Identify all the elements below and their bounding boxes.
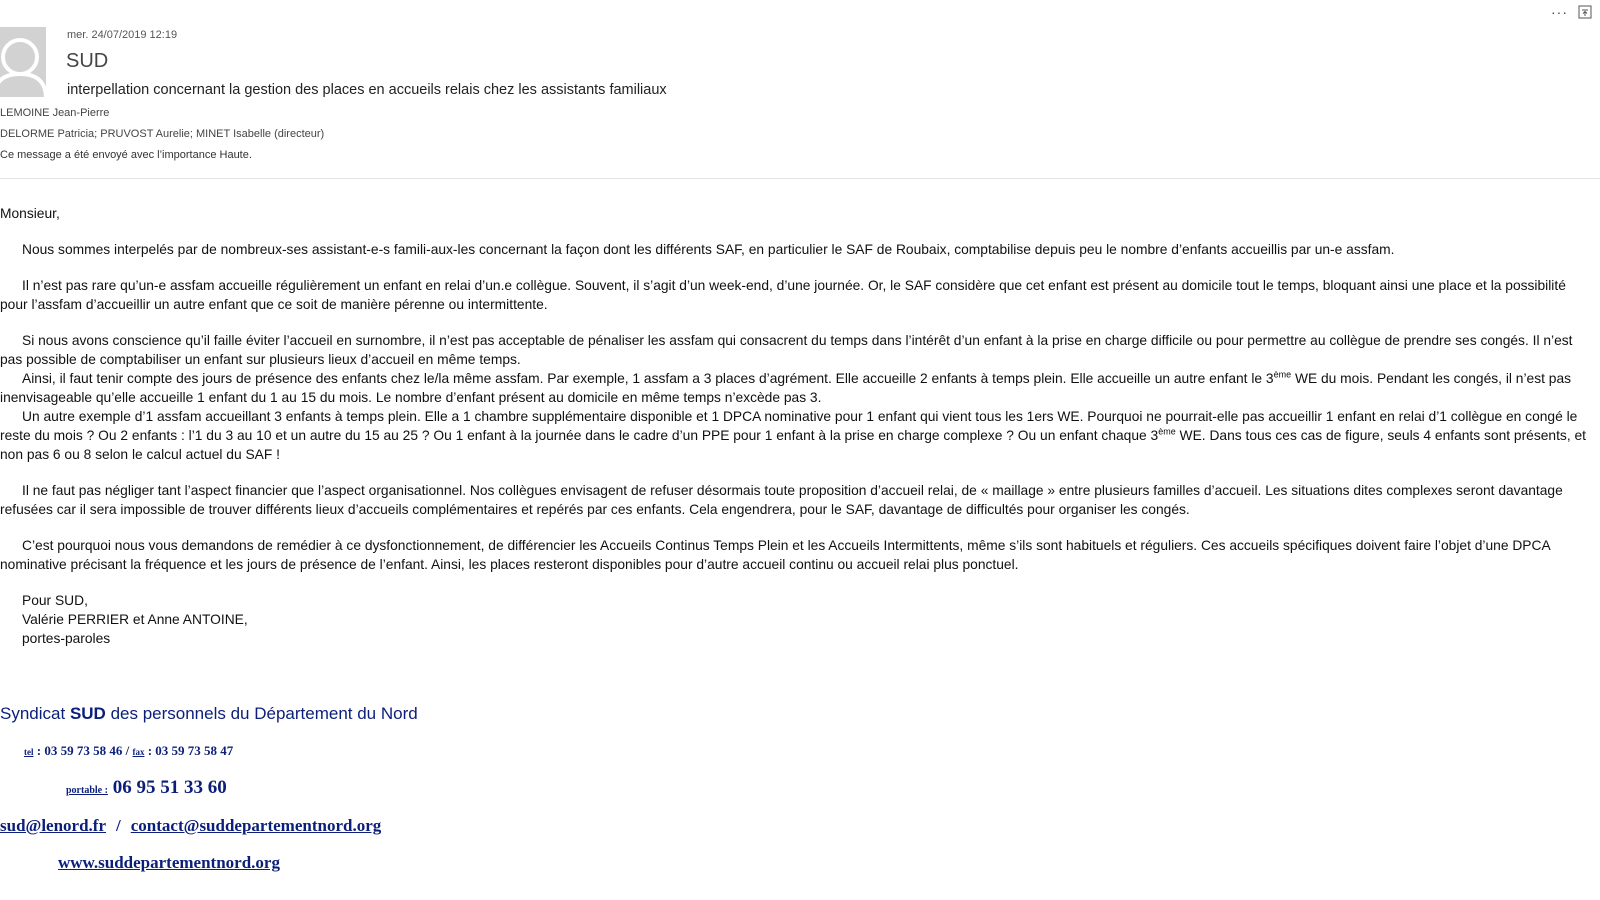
phone-fax-line: tel : 03 59 73 58 46 / fax : 03 59 73 58 47 (24, 743, 234, 758)
paragraph-6: Il ne faut pas négliger tant l’aspect financier que l’aspect organisationnel. Nos collègues envisagent de refuser désormais toute proposition d’accueil relai, de « maillage » entre plusieurs familles d’accueil. Les situations dites complexes seront davantage refusées car il sera impossible de trouver différents lieux d’accueils complémentaires et repérés par ces enfants. Cela engendrera, pour le SAF, davantage de difficultés pour organiser les congés. (0, 483, 1563, 517)
person-icon (0, 27, 46, 99)
mobile-line: portable : 06 95 51 33 60 (66, 777, 227, 798)
greeting: Monsieur, (0, 206, 60, 221)
signature-line-3: portes-paroles (22, 631, 111, 646)
email-links: sud@lenord.fr / contact@suddepartementnord.org (0, 816, 382, 835)
message-date: mer. 24/07/2019 12:19 (67, 29, 178, 41)
message-actions (1551, 4, 1592, 20)
email-link-contact[interactable]: contact@suddepartementnord.org (130, 816, 382, 835)
more-options-icon[interactable]: ··· (1551, 4, 1568, 20)
message-body (0, 204, 1592, 648)
sender-avatar[interactable] (0, 27, 46, 99)
signature-line-1: Pour SUD, (22, 593, 88, 608)
website-link[interactable]: www.suddepartementnord.org (58, 853, 280, 872)
website-line (58, 853, 280, 873)
pop-out-icon[interactable] (1578, 5, 1592, 19)
paragraph-1: Nous sommes interpelés par de nombreux-ses assistant-e-s famili-aux-les concernant la façon dont les différents SAF, en particulier le SAF de Roubaix, comptabilise depuis peu le nombre d’enfants accueillis par un-e assfam. (22, 242, 1395, 257)
syndicat-name: Syndicat SUD des personnels du Département du Nord (0, 704, 418, 723)
paragraph-2: Il n’est pas rare qu’un-e assfam accueille régulièrement un enfant en relai d’un.e collègue. Souvent, il s’agit d’un week-end, d’une journée. Or, le SAF considère que cet enfant est présent au domicile tout le temps, bloquant ainsi une place et la possibilité pour l’assfam d’accueillir un autre enfant que ce soit de manière pérenne ou intermittente. (0, 278, 1566, 312)
sender-name[interactable]: SUD (66, 50, 109, 72)
header-divider (0, 178, 1600, 179)
paragraph-5: Un autre exemple d’1 assfam accueillant 3 enfants à temps plein. Elle a 1 chambre supplémentaire disponible et 1 DPCA nominative pour 1 enfant qui vient tous les 1ers WE. Pourquoi ne pourrait-elle pas accueillir 1 enfant en relai d’1 collègue en congé le reste du mois ? Ou 2 enfants : l’1 du 3 au 10 et un autre du 15 au 25 ? Ou 1 enfant à la journée dans le cadre d’un PPE pour 1 enfant à la prise en charge complexe ? Ou un enfant chaque 3ème WE. Dans tous ces cas de figure, seuls 4 enfants sont présents, et non pas 6 ou 8 selon le calcul actuel du SAF ! (0, 409, 1587, 462)
signature-line-2: Valérie PERRIER et Anne ANTOINE, (22, 612, 248, 627)
paragraph-4: Ainsi, il faut tenir compte des jours de présence des enfants chez le/la même assfam. Par exemple, 1 assfam a 3 places d’agrément. Elle accueille 2 enfants à temps plein. Elle accueille un autre enfant le 3ème WE du mois. Pendant les congés, il n’est pas inenvisageable qu’elle accueille 1 enfant du 1 au 15 du mois. Le nombre d’enfant présent au domicile en même temps n’excède pas 3. (0, 369, 1572, 405)
paragraph-3: Si nous avons conscience qu’il faille éviter l’accueil en surnombre, il n’est pas acceptable de pénaliser les assfam qui consacrent du temps dans l’intérêt d’un enfant à la prise en charge difficile ou pour permettre au collègue de prendre ses congés. Il n’est pas possible de comptabiliser un enfant sur plusieurs lieux d’accueil en même temps. (0, 333, 1573, 367)
recipient-to[interactable]: LEMOINE Jean-Pierre (0, 107, 110, 119)
paragraph-7: C’est pourquoi nous vous demandons de remédier à ce dysfonctionnement, de différencier les Accueils Continus Temps Plein et les Accueils Intermittents, même s’ils sont habituels et réguliers. Ces accueils spécifiques doivent faire l’objet d’une DPCA nominative précisant la fréquence et les jours de présence de l’enfant. Ainsi, les places resteront disponibles pour d’autre accueil continu ou accueil relai plus ponctuel. (0, 538, 1550, 572)
message-subject: interpellation concernant la gestion des places en accueils relais chez les assistants familiaux (67, 82, 667, 98)
importance-notice: Ce message a été envoyé avec l’importance Haute. (0, 149, 252, 161)
recipient-cc[interactable]: DELORME Patricia; PRUVOST Aurelie; MINET Isabelle (directeur) (0, 128, 325, 140)
email-link-lenord[interactable]: sud@lenord.fr (0, 816, 107, 835)
